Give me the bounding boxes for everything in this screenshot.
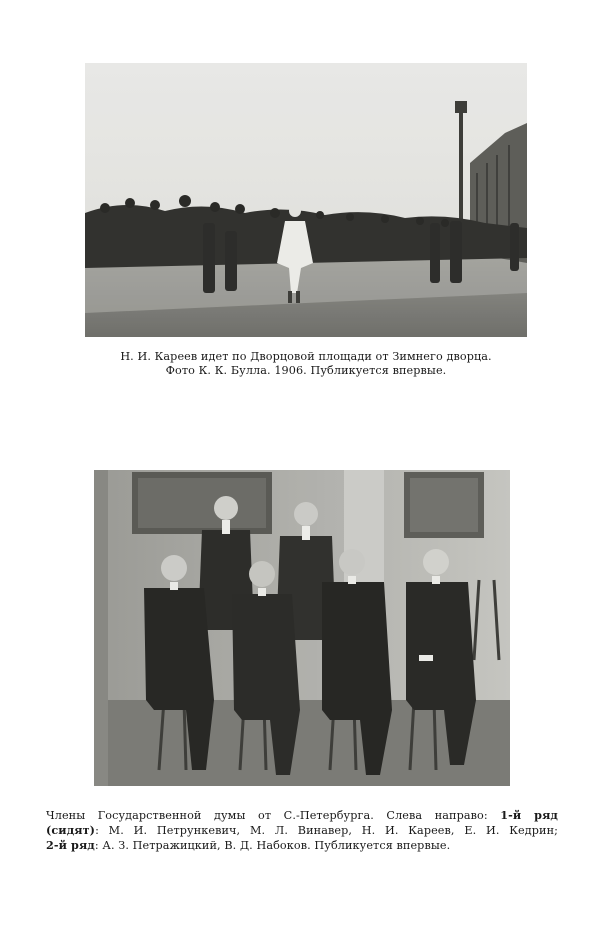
figure2-caption: [46, 808, 558, 853]
figure2-caption-row1-label: 1-й ряд: [500, 808, 558, 822]
photo-duma-members-image: [94, 470, 510, 786]
figure1-caption-line1: Н. И. Кареев идет по Дворцовой площади от Зимнего дворца.: [120, 350, 492, 363]
figure2-caption-line3-text: : А. З. Петражицкий, В. Д. Набоков. Публикуется впервые.: [94, 839, 451, 852]
photo-duma-members: [94, 470, 510, 786]
figure2-caption-line2-text: : М. И. Петрункевич, М. Л. Винавер, Н. И. Кареев, Е. И. Кедрин;: [95, 824, 558, 837]
figure2-caption-line3: [46, 838, 558, 853]
photo-palace-square: [85, 63, 527, 337]
figure2-caption-line2: [46, 823, 558, 838]
photo-palace-square-image: [85, 63, 527, 337]
figure2-caption-seated-label: (сидят): [46, 823, 96, 837]
figure1-caption-line2: Фото К. К. Булла. 1906. Публикуется впервые.: [165, 364, 447, 377]
figure2-caption-row2-label: 2-й ряд: [46, 838, 95, 852]
figure2-caption-line1-text: Члены Государственной думы от С.-Петербурга. Слева направо:: [46, 809, 501, 822]
figure2-caption-line1: [46, 808, 558, 823]
figure1-caption: [85, 350, 527, 378]
